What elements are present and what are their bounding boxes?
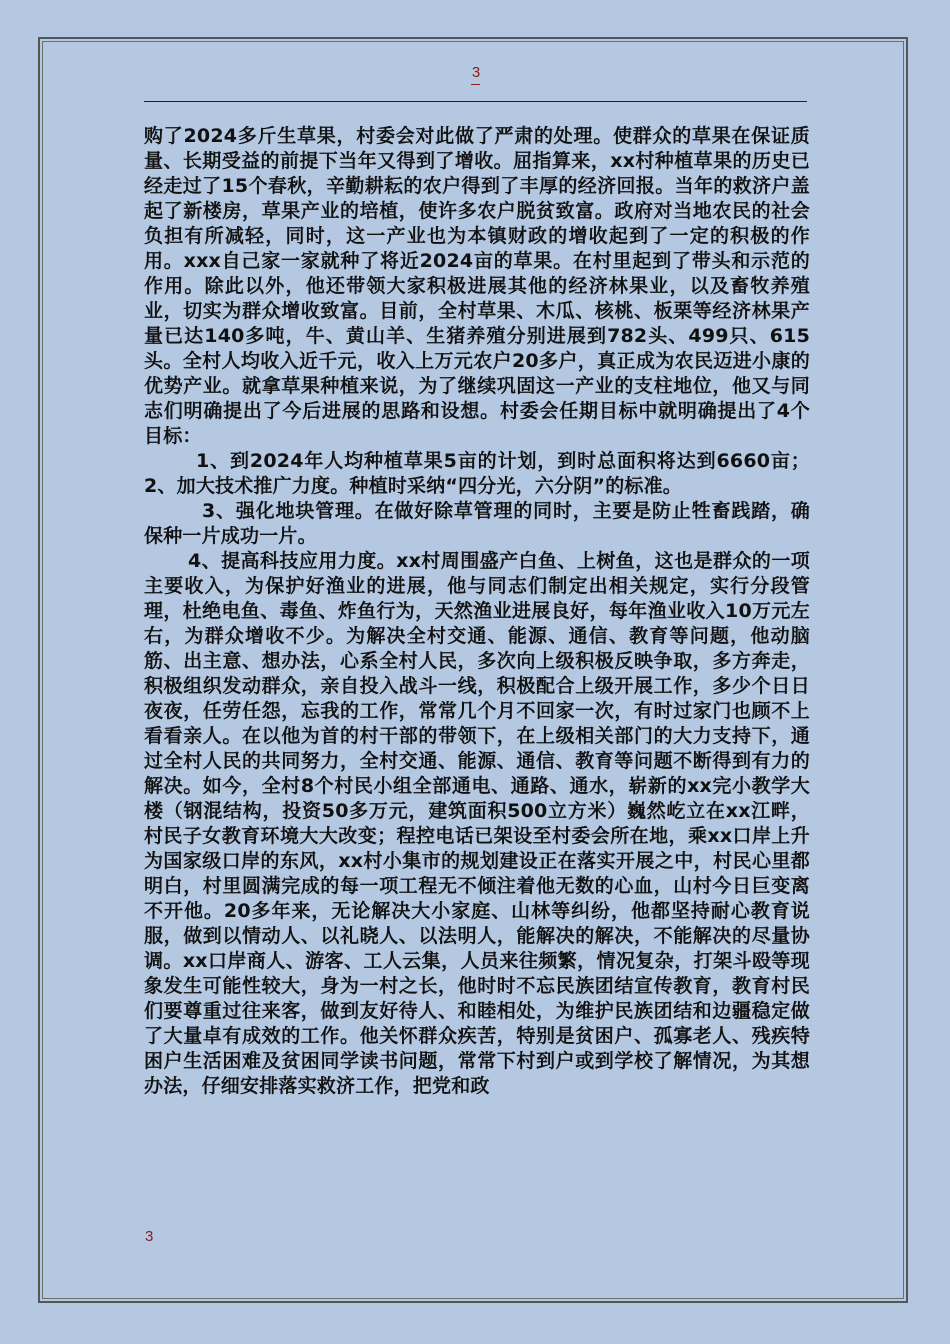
header-page-number: 3 [471,64,481,81]
header-page-number-underline [471,84,480,85]
body-paragraph: 1、到2024年人均种植草果5亩的计划，到时总面积将达到6660亩；2、加大技术推广力度。种植时采纳“四分光，六分阴”的标准。 [144,450,810,497]
footer-page-number: 3 [145,1228,154,1245]
document-body [144,124,810,1099]
body-paragraph: 3、强化地块管理。在做好除草管理的同时，主要是防止牲畜践踏，确保种一片成功一片。 [144,500,810,547]
header-divider [144,101,807,102]
body-paragraph: 4、提高科技应用力度。xx村周围盛产白鱼、上树鱼，这也是群众的一项主要收入，为保护好渔业的进展，他与同志们制定出相关规定，实行分段管理，杜绝电鱼、毒鱼、炸鱼行为，天然渔业进展良好，每年渔业收入10万元左右，为群众增收不少。为解决全村交通、能源、通信、教育等问题，他动脑筋、出主意、想办法，心系全村人民，多次向上级积极反映争取，多方奔走，积极组织发动群众，亲自投入战斗一线，积极配合上级开展工作，多少个日日夜夜，任劳任怨，忘我的工作，常常几个月不回家一次，有时过家门也顾不上看看亲人。在以他为首的村干部的带领下，在上级相关部门的大力支持下，通过全村人民的共同努力，全村交通、能源、通信、教育等问题不断得到有力的解决。如今，全村8个村民小组全部通电、通路、通水，崭新的xx完小教学大楼（钢混结构，投资50多万元，建筑面积500立方米）巍然屹立在xx江畔，村民子女教育环境大大改变；程控电话已架设至村委会所在地，乘xx口岸上升为国家级口岸的东风，xx村小集市的规划建设正在落实开展之中，村民心里都明白，村里圆满完成的每一项工程无不倾注着他无数的心血，山村今日巨变离不开他。20多年来，无论解决大小家庭、山林等纠纷，他都坚持耐心教育说服，做到以情动人、以礼晓人、以法明人，能解决的解决，不能解决的尽量协调。xx口岸商人、游客、工人云集，人员来往频繁，情况复杂，打架斗殴等现象发生可能性较大，身为一村之长，他时时不忘民族团结宣传教育，教育村民们要尊重过往来客，做到友好待人、和睦相处，为维护民族团结和边疆稳定做了大量卓有成效的工作。他关怀群众疾苦，特别是贫困户、孤寡老人、残疾特困户生活困难及贫困同学读书问题，常常下村到户或到学校了解情况，为其想办法，仔细安排落实救济工作，把党和政 [144,550,810,1097]
body-paragraph: 购了2024多斤生草果，村委会对此做了严肃的处理。使群众的草果在保证质量、长期受益的前提下当年又得到了增收。屈指算来，xx村种植草果的历史已经走过了15个春秋，辛勤耕耘的农户得到了丰厚的经济回报。当年的救济户盖起了新楼房，草果产业的培植，使许多农户脱贫致富。政府对当地农民的社会负担有所减轻，同时，这一产业也为本镇财政的增收起到了一定的积极的作用。xxx自己家一家就种了将近2024亩的草果。在村里起到了带头和示范的作用。除此以外，他还带领大家积极进展其他的经济林果业，以及畜牧养殖业，切实为群众增收致富。目前，全村草果、木瓜、核桃、板栗等经济林果产量已达140多吨，牛、黄山羊、生猪养殖分别进展到782头、499只、615头。全村人均收入近千元，收入上万元农户20多户，真正成为农民迈进小康的优势产业。就拿草果种植来说，为了继续巩固这一产业的支柱地位，他又与同志们明确提出了今后进展的思路和设想。村委会任期目标中就明确提出了4个目标： [144,125,810,447]
